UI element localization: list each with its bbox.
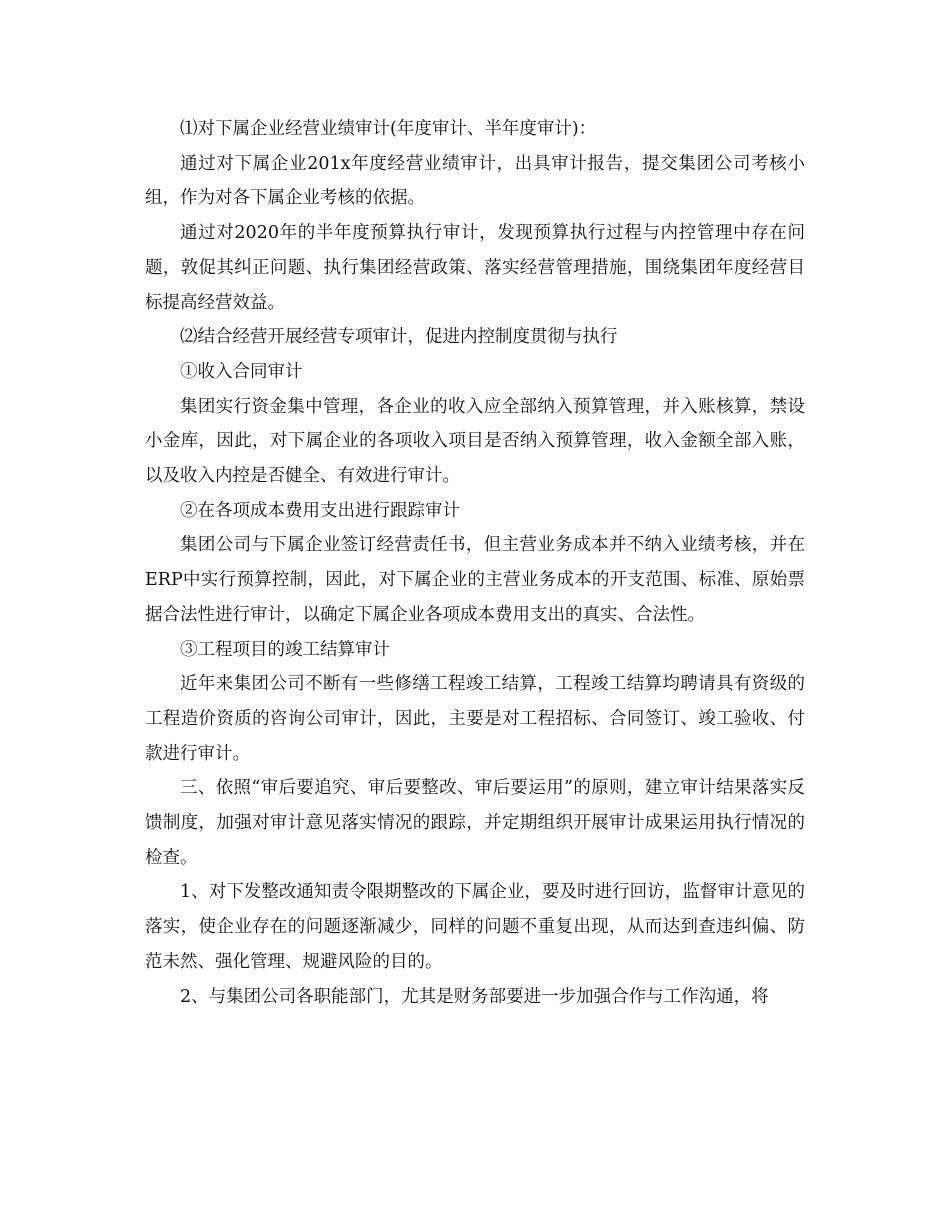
paragraph-2: 通过对下属企业201x年度经营业绩审计，出具审计报告，提交集团公司考核小组，作为对各下属企业考核的依据。 — [145, 153, 805, 209]
paragraph-3: 通过对2020年的半年度预算执行审计，发现预算执行过程与内控管理中存在问题，敦促其纠正问题、执行集团经营政策、落实经营管理措施，围绕集团年度经营目标提高经营效益。 — [145, 223, 805, 313]
paragraph-6: 集团实行资金集中管理，各企业的收入应全部纳入预算管理，并入账核算，禁设小金库，因此，对下属企业的各项收入项目是否纳入预算管理，收入金额全部入账，以及收入内控是否健全、有效进行审计。 — [145, 396, 805, 487]
paragraph-4: ⑵结合经营开展经营专项审计，促进内控制度贯彻与执行 — [180, 327, 618, 348]
paragraph-7: ②在各项成本费用支出进行跟踪审计 — [180, 500, 460, 521]
document-body — [145, 112, 805, 1014]
paragraph-13: 2、与集团公司各职能部门，尤其是财务部要进一步加强合作与工作沟通，将 — [180, 986, 769, 1007]
paragraph-12: 1、对下发整改通知责令限期整改的下属企业，要及时进行回访，监督审计意见的落实，使企业存在的问题逐渐减少，同样的问题不重复出现，从而达到查违纠偏、防范未然、强化管理、规避风险的目的。 — [145, 882, 805, 972]
paragraph-10: 近年来集团公司不断有一些修缮工程竣工结算，工程竣工结算均聘请具有资级的工程造价资质的咨询公司审计，因此，主要是对工程招标、合同签订、竣工验收、付款进行审计。 — [145, 674, 805, 764]
paragraph-11: 三、依照“审后要追究、审后要整改、审后要运用”的原则，建立审计结果落实反馈制度，加强对审计意见落实情况的跟踪，并定期组织开展审计成果运用执行情况的检查。 — [145, 778, 805, 868]
paragraph-5: ①收入合同审计 — [180, 361, 303, 382]
paragraph-9: ③工程项目的竣工结算审计 — [180, 639, 390, 660]
paragraph-1: ⑴对下属企业经营业绩审计(年度审计、半年度审计)： — [180, 119, 597, 139]
paragraph-8: 集团公司与下属企业签订经营责任书，但主营业务成本并不纳入业绩考核，并在ERP中实行预算控制，因此，对下属企业的主营业务成本的开支范围、标准、原始票据合法性进行审计，以确定下属企业各项成本费用支出的真实、合法性。 — [145, 535, 805, 625]
